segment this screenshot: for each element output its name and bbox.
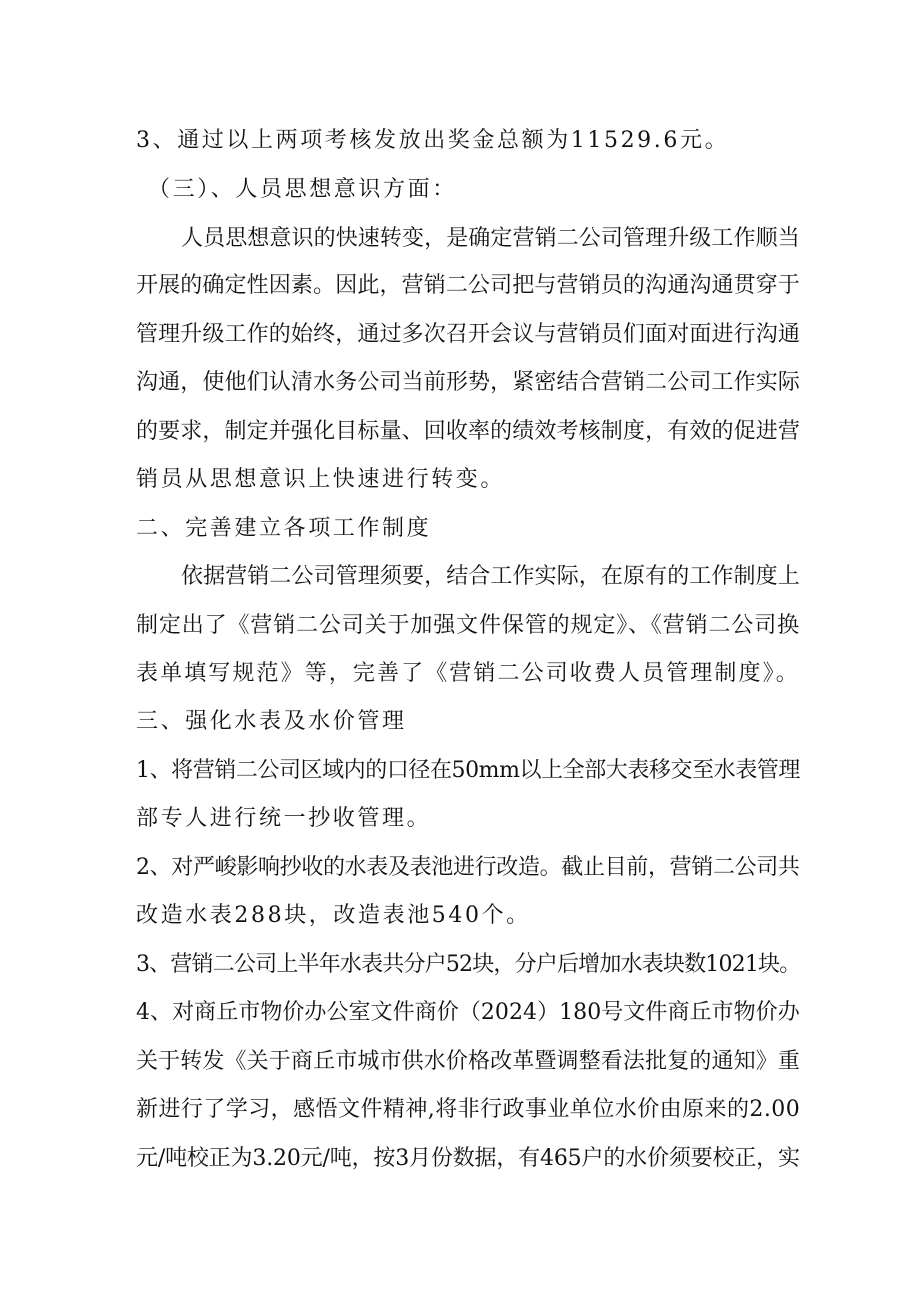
text-line: 制定出了《营销二公司关于加强文件保管的规定》、《营销二公司换	[136, 613, 801, 638]
text-line: 销员从思想意识上快速进行转变。	[136, 467, 506, 492]
text-line: 的要求，制定并强化目标量、回收率的绩效考核制度，有效的促进营	[136, 419, 801, 444]
section-heading: 三、强化水表及水价管理	[136, 709, 407, 734]
text-line: 依据营销二公司管理须要，结合工作实际，在原有的工作制度上	[181, 564, 800, 589]
text-line: 4、对商丘市物价办公室文件商价（2024）180号文件商丘市物价办	[136, 1000, 800, 1025]
text-line: 关于转发《关于商丘市城市供水价格改革暨调整看法批复的通知》重	[136, 1049, 801, 1074]
text-line: 2、对严峻影响抄收的水表及表池进行改造。截止目前，营销二公司共	[136, 855, 800, 880]
text-line: 沟通，使他们认清水务公司当前形势，紧密结合营销二公司工作实际	[136, 370, 801, 395]
section-heading: 二、完善建立各项工作制度	[136, 516, 432, 541]
text-line: 改造水表288块，改造表池540个。	[136, 903, 531, 928]
text-line: 1、将营销二公司区域内的口径在50mm以上全部大表移交至水表管理	[136, 758, 800, 783]
text-line: 人员思想意识的快速转变，是确定营销二公司管理升级工作顺当	[181, 226, 800, 251]
text-line: 开展的确定性因素。因此，营销二公司把与营销员的沟通沟通贯穿于	[136, 273, 801, 298]
section-heading: （三）、人员思想意识方面：	[148, 177, 457, 202]
text-line: 表单填写规范》等，完善了《营销二公司收费人员管理制度》。	[136, 661, 800, 686]
text-line: 3、通过以上两项考核发放出奖金总额为11529.6元。	[136, 128, 730, 153]
text-line: 元/吨校正为3.20元/吨，按3月份数据，有465户的水价须要校正，实	[136, 1146, 800, 1171]
text-line: 部专人进行统一抄收管理。	[136, 806, 432, 831]
text-line: 3、营销二公司上半年水表共分户52块，分户后增加水表块数1021块。	[136, 952, 801, 977]
text-line: 管理升级工作的始终，通过多次召开会议与营销员们面对面进行沟通	[136, 322, 801, 347]
text-line: 新进行了学习，感悟文件精神,将非行政事业单位水价由原来的2.00	[136, 1097, 801, 1122]
